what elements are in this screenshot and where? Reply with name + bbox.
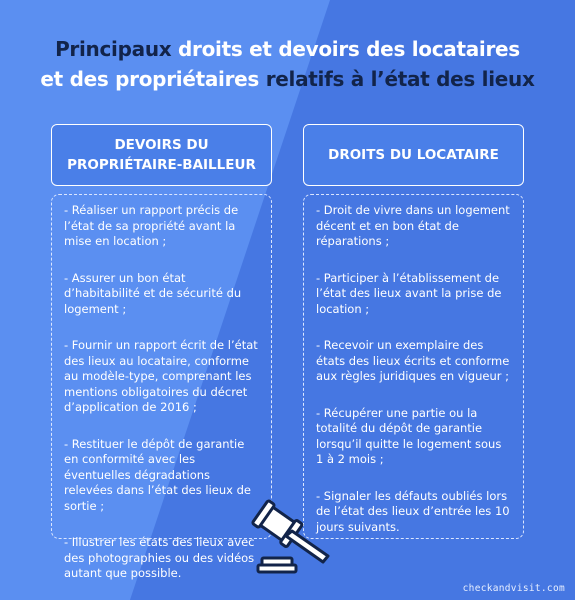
list-item: - Récupérer une partie ou la totalité du dépôt de garantie lorsqu’il quitte le logement sous 1 à 2 mois ;	[316, 405, 502, 466]
title-light-part-2: et des propriétaires	[40, 67, 260, 91]
list-item: - Réaliser un rapport précis de l’état de sa propriété avant la mise en location ;	[64, 203, 239, 248]
list-item: - Illustrer les états des lieux avec des photographies ou des vidéos autant que possible.	[64, 535, 255, 580]
left-column-header	[51, 124, 272, 186]
left-column-header-label: DEVOIRS DU PROPRIÉTAIRE-BAILLEUR	[67, 137, 256, 173]
right-column-header-label: DROITS DU LOCATAIRE	[328, 147, 499, 163]
right-column-list	[303, 194, 524, 539]
list-item: - Signaler les défauts oubliés lors de l’état des lieux d’entrée les 10 jours suivants.	[316, 488, 510, 534]
gavel-icon	[246, 496, 336, 576]
left-column-list	[51, 194, 272, 580]
page-title	[0, 34, 575, 94]
list-item: - Droit de vivre dans un logement décent et en bon état de réparations ;	[316, 203, 510, 248]
title-dark-part-1: Principaux	[55, 37, 172, 61]
right-column-header	[303, 124, 524, 186]
list-item: - Restituer le dépôt de garantie en conformité avec les éventuelles dégradations relevées dans l’état des lieux de sortie ;	[64, 436, 251, 513]
list-item: - Participer à l’établissement de l’état des lieux avant la prise de location ;	[316, 270, 502, 316]
title-dark-part-2: relatifs à l’état des lieux	[259, 67, 535, 91]
list-item: - Fournir un rapport écrit de l’état des lieux au locataire, conforme au modèle-type, comprenant les mentions obligatoires du décret d’application de 2016 ;	[64, 338, 258, 414]
title-light-part-1: droits et devoirs des locataires	[171, 37, 520, 61]
list-item: - Recevoir un exemplaire des états des lieux écrits et conforme aux règles juridiques en vigueur ;	[316, 338, 510, 383]
footer-watermark: checkandvisit.com	[462, 583, 565, 594]
list-item: - Assurer un bon état d’habitabilité et de sécurité du logement ;	[64, 270, 242, 316]
